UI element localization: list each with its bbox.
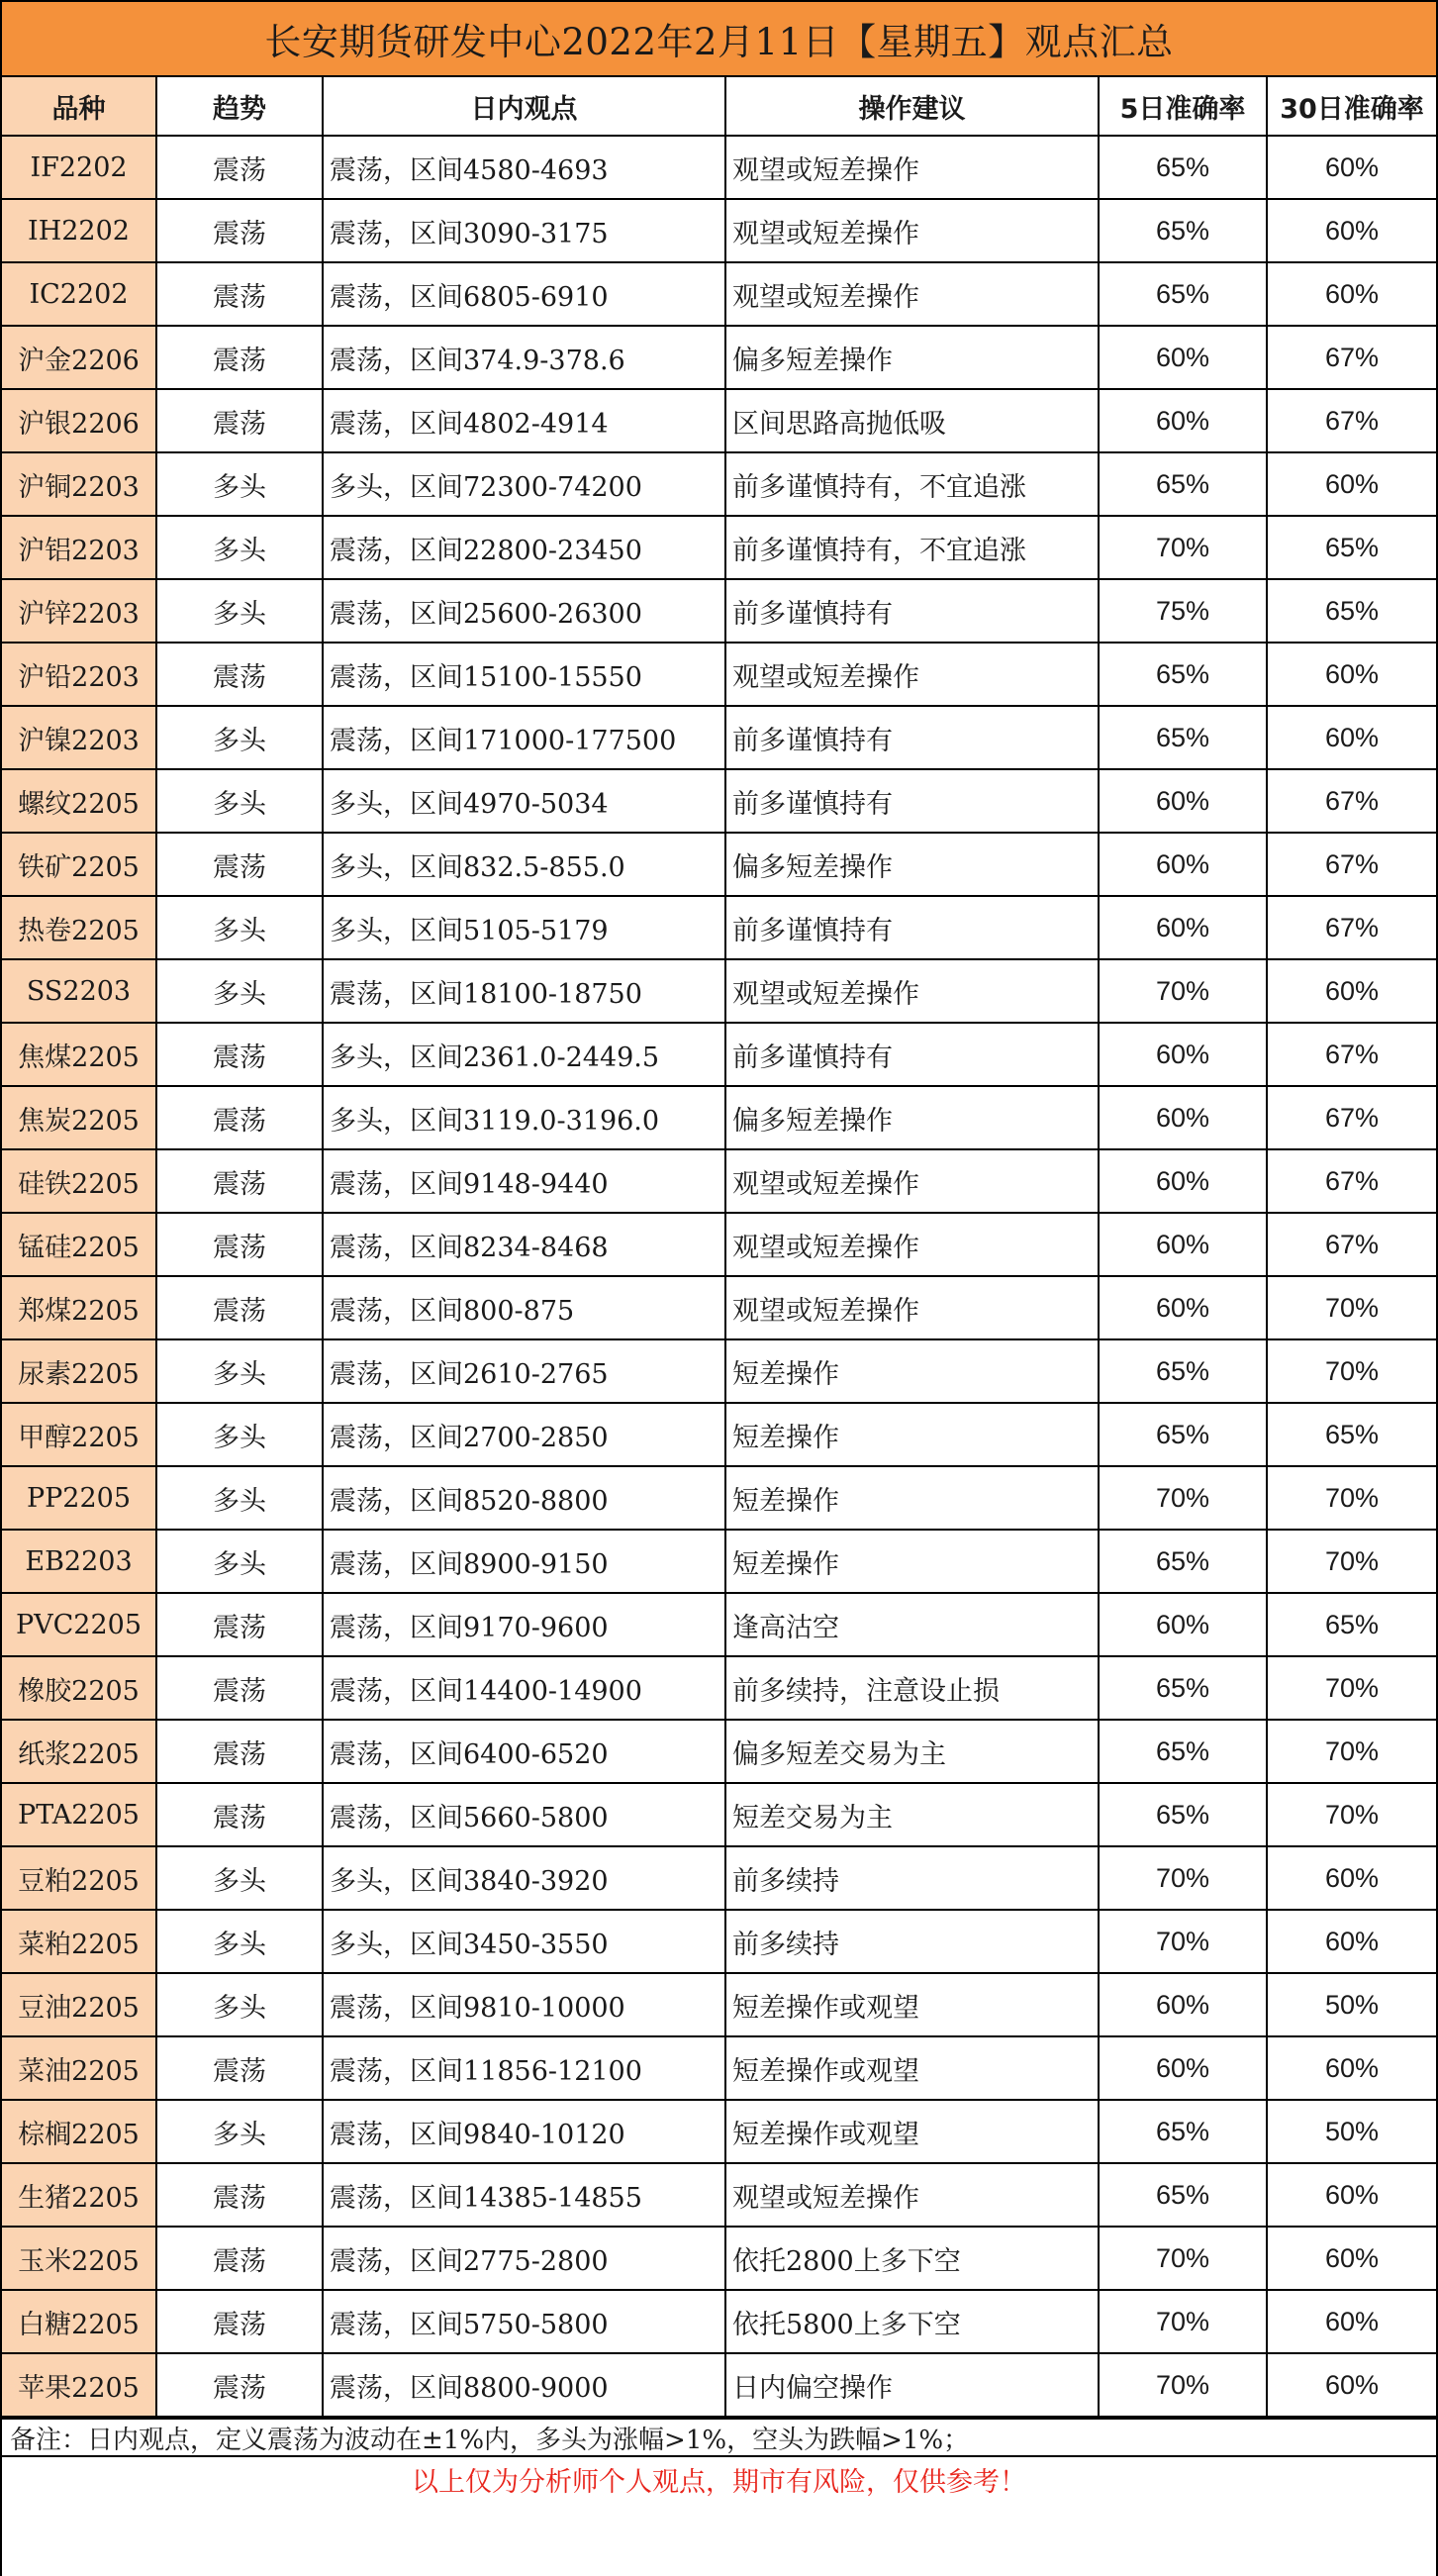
cell-advice: 观望或短差操作 (725, 1213, 1099, 1276)
cell-name: 菜油2205 (2, 2036, 156, 2100)
cell-trend: 多头 (156, 1910, 323, 1973)
cell-acc5: 60% (1099, 389, 1267, 452)
table-row (2, 2290, 1436, 2353)
cell-advice: 观望或短差操作 (725, 643, 1099, 706)
cell-acc5: 65% (1099, 706, 1267, 769)
cell-view: 震荡，区间2775-2800 (323, 2227, 725, 2290)
header-advice: 操作建议 (725, 77, 1099, 136)
cell-acc5: 65% (1099, 1656, 1267, 1720)
cell-name: 豆油2205 (2, 1973, 156, 2036)
cell-name: 热卷2205 (2, 896, 156, 959)
cell-name: 焦煤2205 (2, 1023, 156, 1086)
cell-acc5: 65% (1099, 1403, 1267, 1466)
cell-acc30: 65% (1267, 1403, 1436, 1466)
cell-view: 震荡，区间8234-8468 (323, 1213, 725, 1276)
cell-acc30: 67% (1267, 1213, 1436, 1276)
cell-advice: 日内偏空操作 (725, 2353, 1099, 2417)
cell-advice: 前多续持 (725, 1910, 1099, 1973)
cell-name: 焦炭2205 (2, 1086, 156, 1149)
cell-advice: 短差操作 (725, 1530, 1099, 1593)
cell-view: 震荡，区间374.9-378.6 (323, 326, 725, 389)
cell-view: 震荡，区间14385-14855 (323, 2163, 725, 2227)
cell-name: 沪镍2203 (2, 706, 156, 769)
cell-acc30: 65% (1267, 516, 1436, 579)
cell-name: 硅铁2205 (2, 1149, 156, 1213)
cell-acc5: 65% (1099, 452, 1267, 516)
cell-acc5: 75% (1099, 579, 1267, 643)
cell-view: 震荡，区间9810-10000 (323, 1973, 725, 2036)
cell-name: 尿素2205 (2, 1339, 156, 1403)
cell-name: 豆粕2205 (2, 1846, 156, 1910)
cell-acc30: 60% (1267, 2163, 1436, 2227)
cell-name: 纸浆2205 (2, 1720, 156, 1783)
cell-acc30: 70% (1267, 1530, 1436, 1593)
table-row (2, 1846, 1436, 1910)
cell-advice: 依托5800上多下空 (725, 2290, 1099, 2353)
cell-advice: 前多谨慎持有，不宜追涨 (725, 516, 1099, 579)
cell-acc5: 70% (1099, 1846, 1267, 1910)
cell-acc5: 70% (1099, 959, 1267, 1023)
cell-advice: 观望或短差操作 (725, 199, 1099, 262)
cell-name: 沪银2206 (2, 389, 156, 452)
footnote: 备注：日内观点，定义震荡为波动在±1%内，多头为涨幅>1%，空头为跌幅>1%； (2, 2418, 1436, 2457)
cell-acc5: 60% (1099, 1086, 1267, 1149)
cell-acc30: 70% (1267, 1339, 1436, 1403)
cell-trend: 震荡 (156, 262, 323, 326)
header-acc30: 30日准确率 (1267, 77, 1436, 136)
cell-acc5: 60% (1099, 1276, 1267, 1339)
cell-acc30: 67% (1267, 326, 1436, 389)
cell-acc5: 70% (1099, 1910, 1267, 1973)
cell-trend: 震荡 (156, 326, 323, 389)
cell-advice: 观望或短差操作 (725, 136, 1099, 199)
cell-view: 震荡，区间2610-2765 (323, 1339, 725, 1403)
cell-acc5: 65% (1099, 1530, 1267, 1593)
cell-advice: 偏多短差操作 (725, 326, 1099, 389)
disclaimer: 以上仅为分析师个人观点，期市有风险，仅供参考！ (412, 2467, 1026, 2498)
cell-acc30: 67% (1267, 1023, 1436, 1086)
cell-trend: 多头 (156, 579, 323, 643)
cell-view: 多头，区间2361.0-2449.5 (323, 1023, 725, 1086)
table-row (2, 959, 1436, 1023)
cell-advice: 前多谨慎持有 (725, 896, 1099, 959)
cell-advice: 观望或短差操作 (725, 1149, 1099, 1213)
cell-acc5: 65% (1099, 1720, 1267, 1783)
table-row (2, 1973, 1436, 2036)
cell-name: 甲醇2205 (2, 1403, 156, 1466)
cell-advice: 短差操作 (725, 1466, 1099, 1530)
cell-view: 震荡，区间22800-23450 (323, 516, 725, 579)
cell-view: 震荡，区间9148-9440 (323, 1149, 725, 1213)
cell-trend: 震荡 (156, 1023, 323, 1086)
cell-advice: 区间思路高抛低吸 (725, 389, 1099, 452)
cell-trend: 多头 (156, 516, 323, 579)
cell-view: 多头，区间5105-5179 (323, 896, 725, 959)
cell-advice: 短差操作 (725, 1339, 1099, 1403)
cell-name: 沪铝2203 (2, 516, 156, 579)
cell-acc5: 65% (1099, 2163, 1267, 2227)
cell-name: 苹果2205 (2, 2353, 156, 2417)
cell-acc30: 67% (1267, 1086, 1436, 1149)
table-row (2, 136, 1436, 199)
cell-view: 震荡，区间6805-6910 (323, 262, 725, 326)
cell-view: 震荡，区间25600-26300 (323, 579, 725, 643)
table-row (2, 1276, 1436, 1339)
cell-acc5: 60% (1099, 896, 1267, 959)
cell-trend: 多头 (156, 2100, 323, 2163)
cell-advice: 短差操作 (725, 1403, 1099, 1466)
table-row (2, 1149, 1436, 1213)
table-row (2, 1213, 1436, 1276)
table-row (2, 199, 1436, 262)
cell-name: PP2205 (2, 1466, 156, 1530)
cell-acc30: 60% (1267, 706, 1436, 769)
table-row (2, 1720, 1436, 1783)
cell-trend: 震荡 (156, 1149, 323, 1213)
cell-view: 震荡，区间3090-3175 (323, 199, 725, 262)
cell-acc5: 65% (1099, 262, 1267, 326)
cell-view: 多头，区间4970-5034 (323, 769, 725, 833)
cell-trend: 震荡 (156, 2163, 323, 2227)
cell-trend: 震荡 (156, 1086, 323, 1149)
cell-trend: 多头 (156, 1403, 323, 1466)
table-row (2, 1783, 1436, 1846)
cell-view: 震荡，区间8900-9150 (323, 1530, 725, 1593)
table-row (2, 769, 1436, 833)
cell-name: 铁矿2205 (2, 833, 156, 896)
cell-view: 震荡，区间15100-15550 (323, 643, 725, 706)
cell-acc5: 65% (1099, 1339, 1267, 1403)
cell-acc5: 60% (1099, 326, 1267, 389)
cell-advice: 前多谨慎持有，不宜追涨 (725, 452, 1099, 516)
cell-acc30: 67% (1267, 769, 1436, 833)
cell-advice: 逢高沽空 (725, 1593, 1099, 1656)
cell-acc5: 70% (1099, 2290, 1267, 2353)
cell-name: EB2203 (2, 1530, 156, 1593)
cell-acc5: 60% (1099, 833, 1267, 896)
table-row (2, 1910, 1436, 1973)
table-row (2, 1593, 1436, 1656)
cell-acc30: 67% (1267, 389, 1436, 452)
cell-view: 震荡，区间18100-18750 (323, 959, 725, 1023)
cell-advice: 前多谨慎持有 (725, 769, 1099, 833)
cell-acc5: 60% (1099, 2036, 1267, 2100)
cell-name: 沪金2206 (2, 326, 156, 389)
cell-advice: 前多续持 (725, 1846, 1099, 1910)
cell-acc5: 70% (1099, 516, 1267, 579)
cell-acc30: 60% (1267, 262, 1436, 326)
cell-name: IH2202 (2, 199, 156, 262)
header-row (2, 77, 1436, 136)
cell-acc30: 60% (1267, 2353, 1436, 2417)
cell-trend: 震荡 (156, 389, 323, 452)
cell-acc30: 60% (1267, 136, 1436, 199)
cell-view: 震荡，区间14400-14900 (323, 1656, 725, 1720)
cell-acc5: 60% (1099, 1023, 1267, 1086)
cell-trend: 多头 (156, 1466, 323, 1530)
cell-name: 生猪2205 (2, 2163, 156, 2227)
cell-view: 多头，区间3119.0-3196.0 (323, 1086, 725, 1149)
table-row (2, 1339, 1436, 1403)
cell-trend: 多头 (156, 959, 323, 1023)
table-row (2, 389, 1436, 452)
header-acc5: 5日准确率 (1099, 77, 1267, 136)
cell-advice: 前多谨慎持有 (725, 706, 1099, 769)
cell-acc30: 60% (1267, 2036, 1436, 2100)
cell-name: 螺纹2205 (2, 769, 156, 833)
table-row (2, 2353, 1436, 2417)
cell-view: 震荡，区间6400-6520 (323, 1720, 725, 1783)
cell-acc30: 67% (1267, 833, 1436, 896)
table-row (2, 2227, 1436, 2290)
cell-trend: 震荡 (156, 2353, 323, 2417)
cell-trend: 多头 (156, 1530, 323, 1593)
cell-view: 震荡，区间11856-12100 (323, 2036, 725, 2100)
cell-view: 震荡，区间5660-5800 (323, 1783, 725, 1846)
cell-view: 震荡，区间9170-9600 (323, 1593, 725, 1656)
table-row (2, 262, 1436, 326)
table-row (2, 833, 1436, 896)
cell-advice: 短差操作或观望 (725, 1973, 1099, 2036)
table-row (2, 2100, 1436, 2163)
cell-name: IF2202 (2, 136, 156, 199)
table-row (2, 643, 1436, 706)
cell-acc30: 60% (1267, 452, 1436, 516)
cell-advice: 偏多短差操作 (725, 1086, 1099, 1149)
page-title: 长安期货研发中心2022年2月11日【星期五】观点汇总 (2, 0, 1436, 77)
cell-name: 锰硅2205 (2, 1213, 156, 1276)
table-row (2, 1403, 1436, 1466)
table-row (2, 1656, 1436, 1720)
cell-trend: 震荡 (156, 136, 323, 199)
cell-view: 震荡，区间171000-177500 (323, 706, 725, 769)
header-trend: 趋势 (156, 77, 323, 136)
cell-acc30: 70% (1267, 1783, 1436, 1846)
cell-acc5: 60% (1099, 1973, 1267, 2036)
cell-trend: 多头 (156, 1339, 323, 1403)
cell-acc5: 60% (1099, 1593, 1267, 1656)
cell-view: 多头，区间3450-3550 (323, 1910, 725, 1973)
table-row (2, 516, 1436, 579)
table-row (2, 579, 1436, 643)
cell-acc5: 65% (1099, 2100, 1267, 2163)
cell-trend: 震荡 (156, 1720, 323, 1783)
cell-acc30: 60% (1267, 1846, 1436, 1910)
table-body (2, 136, 1436, 2417)
cell-view: 震荡，区间9840-10120 (323, 2100, 725, 2163)
cell-view: 多头，区间3840-3920 (323, 1846, 725, 1910)
cell-acc5: 60% (1099, 1213, 1267, 1276)
cell-name: 沪锌2203 (2, 579, 156, 643)
cell-view: 震荡，区间2700-2850 (323, 1403, 725, 1466)
cell-trend: 多头 (156, 1846, 323, 1910)
cell-acc30: 65% (1267, 579, 1436, 643)
cell-advice: 前多续持，注意设止损 (725, 1656, 1099, 1720)
cell-advice: 观望或短差操作 (725, 2163, 1099, 2227)
cell-advice: 短差操作或观望 (725, 2036, 1099, 2100)
cell-name: SS2203 (2, 959, 156, 1023)
table-row (2, 326, 1436, 389)
cell-advice: 观望或短差操作 (725, 1276, 1099, 1339)
cell-trend: 震荡 (156, 643, 323, 706)
cell-trend: 震荡 (156, 1656, 323, 1720)
cell-acc30: 70% (1267, 1276, 1436, 1339)
cell-acc30: 50% (1267, 2100, 1436, 2163)
cell-acc5: 65% (1099, 199, 1267, 262)
cell-view: 震荡，区间4802-4914 (323, 389, 725, 452)
cell-trend: 震荡 (156, 2227, 323, 2290)
cell-acc5: 60% (1099, 1149, 1267, 1213)
cell-name: 菜粕2205 (2, 1910, 156, 1973)
cell-acc30: 60% (1267, 2227, 1436, 2290)
cell-advice: 偏多短差交易为主 (725, 1720, 1099, 1783)
table-row (2, 452, 1436, 516)
cell-name: IC2202 (2, 262, 156, 326)
cell-acc30: 60% (1267, 643, 1436, 706)
cell-name: 白糖2205 (2, 2290, 156, 2353)
cell-name: 沪铅2203 (2, 643, 156, 706)
table-row (2, 1086, 1436, 1149)
cell-acc5: 70% (1099, 2353, 1267, 2417)
cell-trend: 震荡 (156, 1593, 323, 1656)
cell-trend: 震荡 (156, 1213, 323, 1276)
cell-view: 震荡，区间4580-4693 (323, 136, 725, 199)
cell-trend: 震荡 (156, 199, 323, 262)
cell-acc30: 60% (1267, 199, 1436, 262)
cell-name: 玉米2205 (2, 2227, 156, 2290)
cell-view: 震荡，区间800-875 (323, 1276, 725, 1339)
cell-acc30: 70% (1267, 1720, 1436, 1783)
cell-acc30: 50% (1267, 1973, 1436, 2036)
cell-name: 橡胶2205 (2, 1656, 156, 1720)
table-row (2, 1530, 1436, 1593)
cell-advice: 短差操作或观望 (725, 2100, 1099, 2163)
cell-trend: 震荡 (156, 2290, 323, 2353)
cell-trend: 多头 (156, 1973, 323, 2036)
cell-acc5: 70% (1099, 1466, 1267, 1530)
table-row (2, 1466, 1436, 1530)
cell-name: 郑煤2205 (2, 1276, 156, 1339)
cell-acc5: 65% (1099, 1783, 1267, 1846)
cell-advice: 前多谨慎持有 (725, 1023, 1099, 1086)
cell-trend: 震荡 (156, 1783, 323, 1846)
table-row (2, 1023, 1436, 1086)
cell-view: 多头，区间832.5-855.0 (323, 833, 725, 896)
cell-trend: 震荡 (156, 2036, 323, 2100)
cell-acc30: 70% (1267, 1656, 1436, 1720)
cell-advice: 偏多短差操作 (725, 833, 1099, 896)
cell-advice: 依托2800上多下空 (725, 2227, 1099, 2290)
cell-view: 震荡，区间8520-8800 (323, 1466, 725, 1530)
cell-name: PVC2205 (2, 1593, 156, 1656)
cell-name: 沪铜2203 (2, 452, 156, 516)
views-table (2, 77, 1436, 2418)
cell-acc5: 65% (1099, 136, 1267, 199)
cell-advice: 短差交易为主 (725, 1783, 1099, 1846)
cell-view: 震荡，区间8800-9000 (323, 2353, 725, 2417)
table-row (2, 706, 1436, 769)
cell-trend: 多头 (156, 769, 323, 833)
table-row (2, 2163, 1436, 2227)
cell-acc5: 65% (1099, 643, 1267, 706)
cell-trend: 多头 (156, 706, 323, 769)
cell-acc30: 70% (1267, 1466, 1436, 1530)
cell-trend: 多头 (156, 896, 323, 959)
cell-acc30: 65% (1267, 1593, 1436, 1656)
header-view: 日内观点 (323, 77, 725, 136)
cell-name: 棕榈2205 (2, 2100, 156, 2163)
table-row (2, 2036, 1436, 2100)
cell-acc5: 70% (1099, 2227, 1267, 2290)
cell-name: PTA2205 (2, 1783, 156, 1846)
cell-acc30: 60% (1267, 1910, 1436, 1973)
cell-advice: 观望或短差操作 (725, 262, 1099, 326)
header-name: 品种 (2, 77, 156, 136)
cell-view: 震荡，区间5750-5800 (323, 2290, 725, 2353)
cell-trend: 震荡 (156, 1276, 323, 1339)
cell-trend: 震荡 (156, 833, 323, 896)
cell-advice: 前多谨慎持有 (725, 579, 1099, 643)
cell-acc30: 67% (1267, 896, 1436, 959)
cell-trend: 多头 (156, 452, 323, 516)
cell-advice: 观望或短差操作 (725, 959, 1099, 1023)
cell-acc30: 60% (1267, 2290, 1436, 2353)
cell-acc30: 67% (1267, 1149, 1436, 1213)
cell-view: 多头，区间72300-74200 (323, 452, 725, 516)
table-row (2, 896, 1436, 959)
cell-acc5: 60% (1099, 769, 1267, 833)
cell-acc30: 60% (1267, 959, 1436, 1023)
